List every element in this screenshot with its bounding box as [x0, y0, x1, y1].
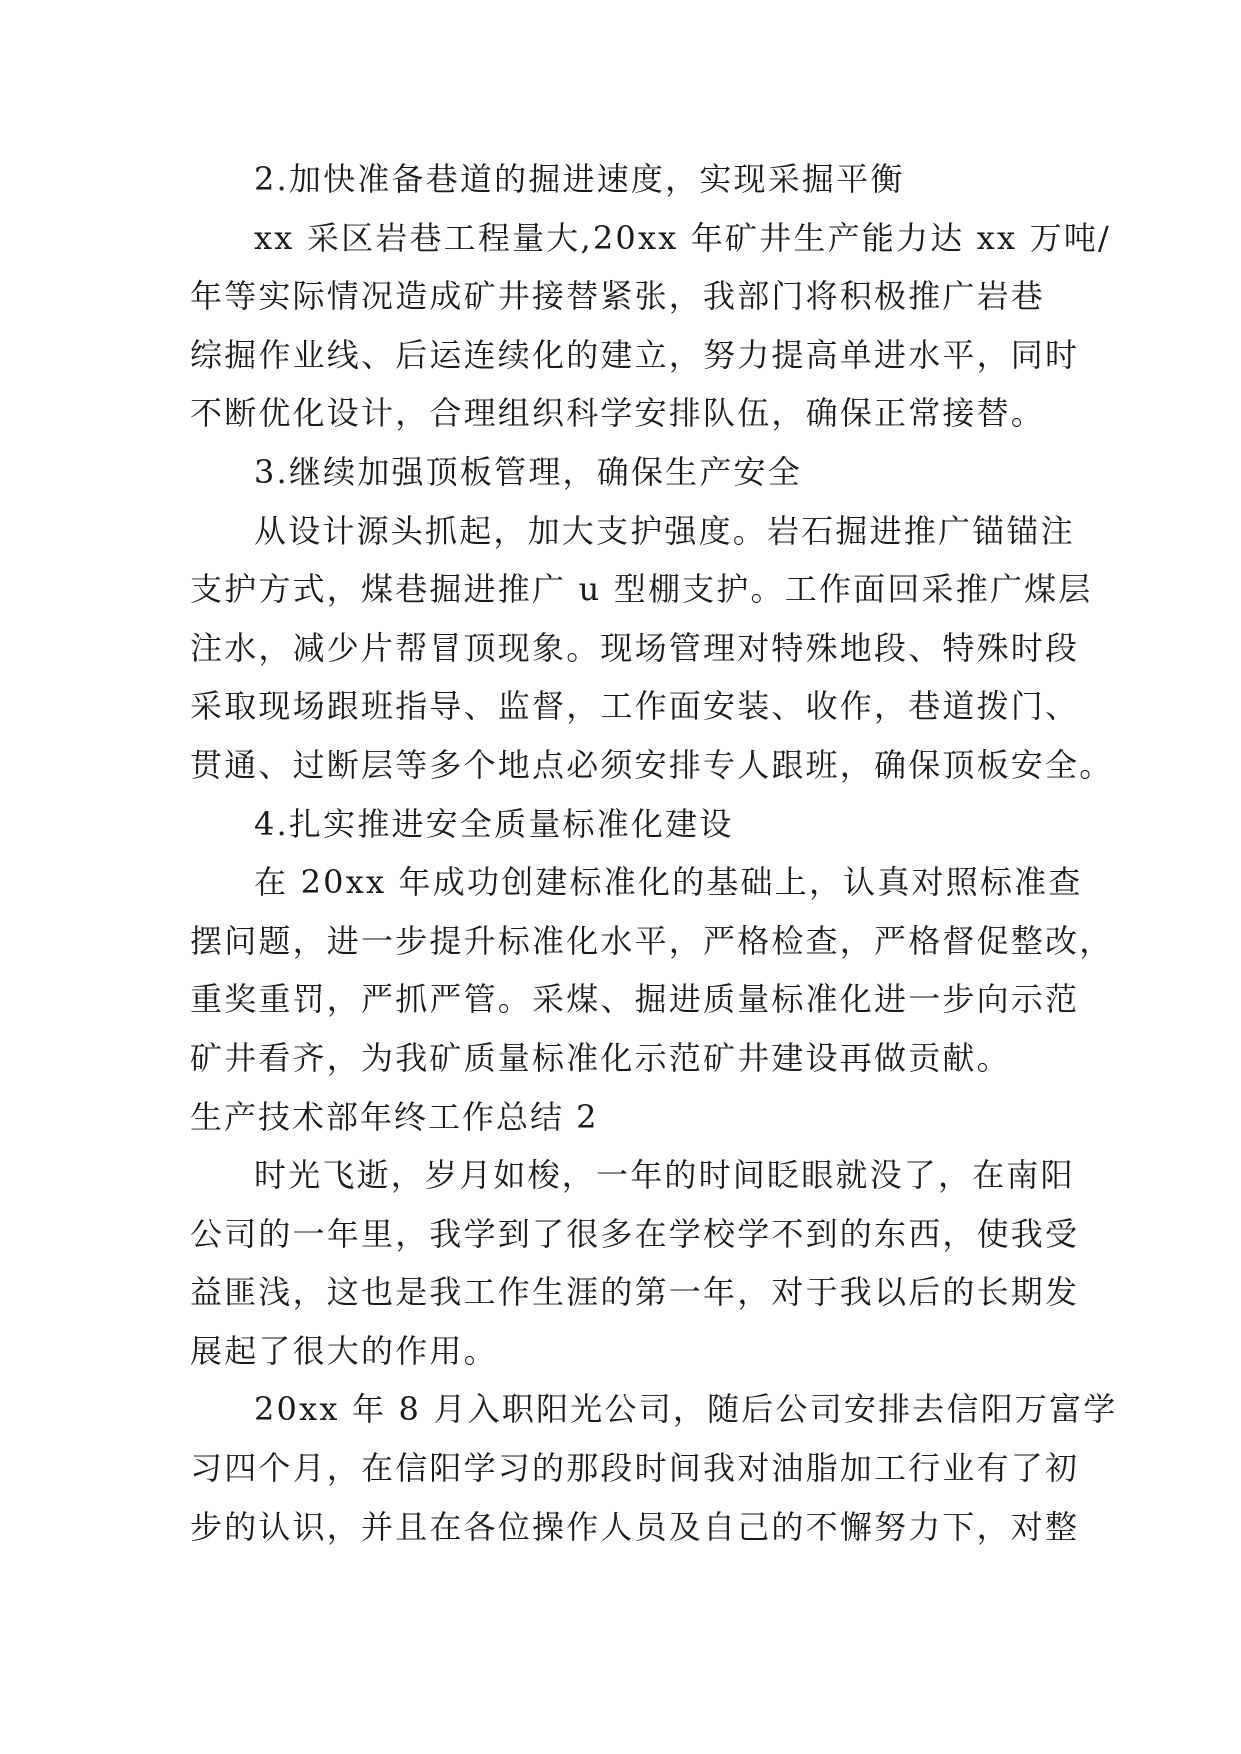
- document-subtitle: 生产技术部年终工作总结 2: [190, 1097, 599, 1136]
- paragraph-line: 重奖重罚，严抓严管。采煤、掘进质量标准化进一步向示范: [190, 980, 1080, 1019]
- section-heading-4: 4.扎实推进安全质量标准化建设: [254, 804, 734, 843]
- paragraph-line: 采取现场跟班指导、监督，工作面安装、收作，巷道拨门、: [190, 687, 1080, 726]
- paragraph-line: 20xx 年 8 月入职阳光公司，随后公司安排去信阳万富学: [254, 1390, 1118, 1429]
- paragraph-line: 公司的一年里，我学到了很多在学校学不到的东西，使我受: [190, 1214, 1080, 1253]
- paragraph-line: 摆问题，进一步提升标准化水平，严格检查，严格督促整改，: [190, 921, 1114, 960]
- paragraph-line: 展起了很大的作用。: [190, 1331, 498, 1370]
- paragraph-line: 不断优化设计，合理组织科学安排队伍，确保正常接替。: [190, 394, 1046, 433]
- paragraph-line: 年等实际情况造成矿井接替紧张，我部门将积极推广岩巷: [190, 277, 1046, 316]
- paragraph-line: 益匪浅，这也是我工作生涯的第一年，对于我以后的长期发: [190, 1273, 1080, 1312]
- section-heading-2: 2.加快准备巷道的掘进速度，实现采掘平衡: [254, 160, 905, 198]
- paragraph-line: 支护方式，煤巷掘进推广 u 型棚支护。工作面回采推广煤层: [190, 570, 1093, 609]
- paragraph-line: 习四个月，在信阳学习的那段时间我对油脂加工行业有了初: [190, 1449, 1080, 1488]
- section-heading-3: 3.继续加强顶板管理，确保生产安全: [254, 452, 802, 491]
- paragraph-line: 贯通、过断层等多个地点必须安排专人跟班，确保顶板安全。: [190, 745, 1114, 784]
- paragraph-line: 在 20xx 年成功创建标准化的基础上，认真对照标准查: [254, 863, 1083, 902]
- paragraph-line: 时光飞逝，岁月如梭，一年的时间眨眼就没了，在南阳: [254, 1156, 1075, 1195]
- paragraph-line: 步的认识，并且在各位操作人员及自己的不懈努力下，对整: [190, 1507, 1080, 1546]
- paragraph-line: 注水，减少片帮冒顶现象。现场管理对特殊地段、特殊时段: [190, 628, 1080, 667]
- paragraph-line: 综掘作业线、后运连续化的建立，努力提高单进水平，同时: [190, 335, 1080, 374]
- paragraph-line: xx 采区岩巷工程量大,20xx 年矿井生产能力达 xx 万吨/: [254, 218, 1112, 257]
- document-body: [190, 150, 1118, 1556]
- paragraph-line: 矿井看齐，为我矿质量标准化示范矿井建设再做贡献。: [190, 1038, 1011, 1077]
- paragraph-line: 从设计源头抓起，加大支护强度。岩石掘进推广锚锚注: [254, 511, 1075, 550]
